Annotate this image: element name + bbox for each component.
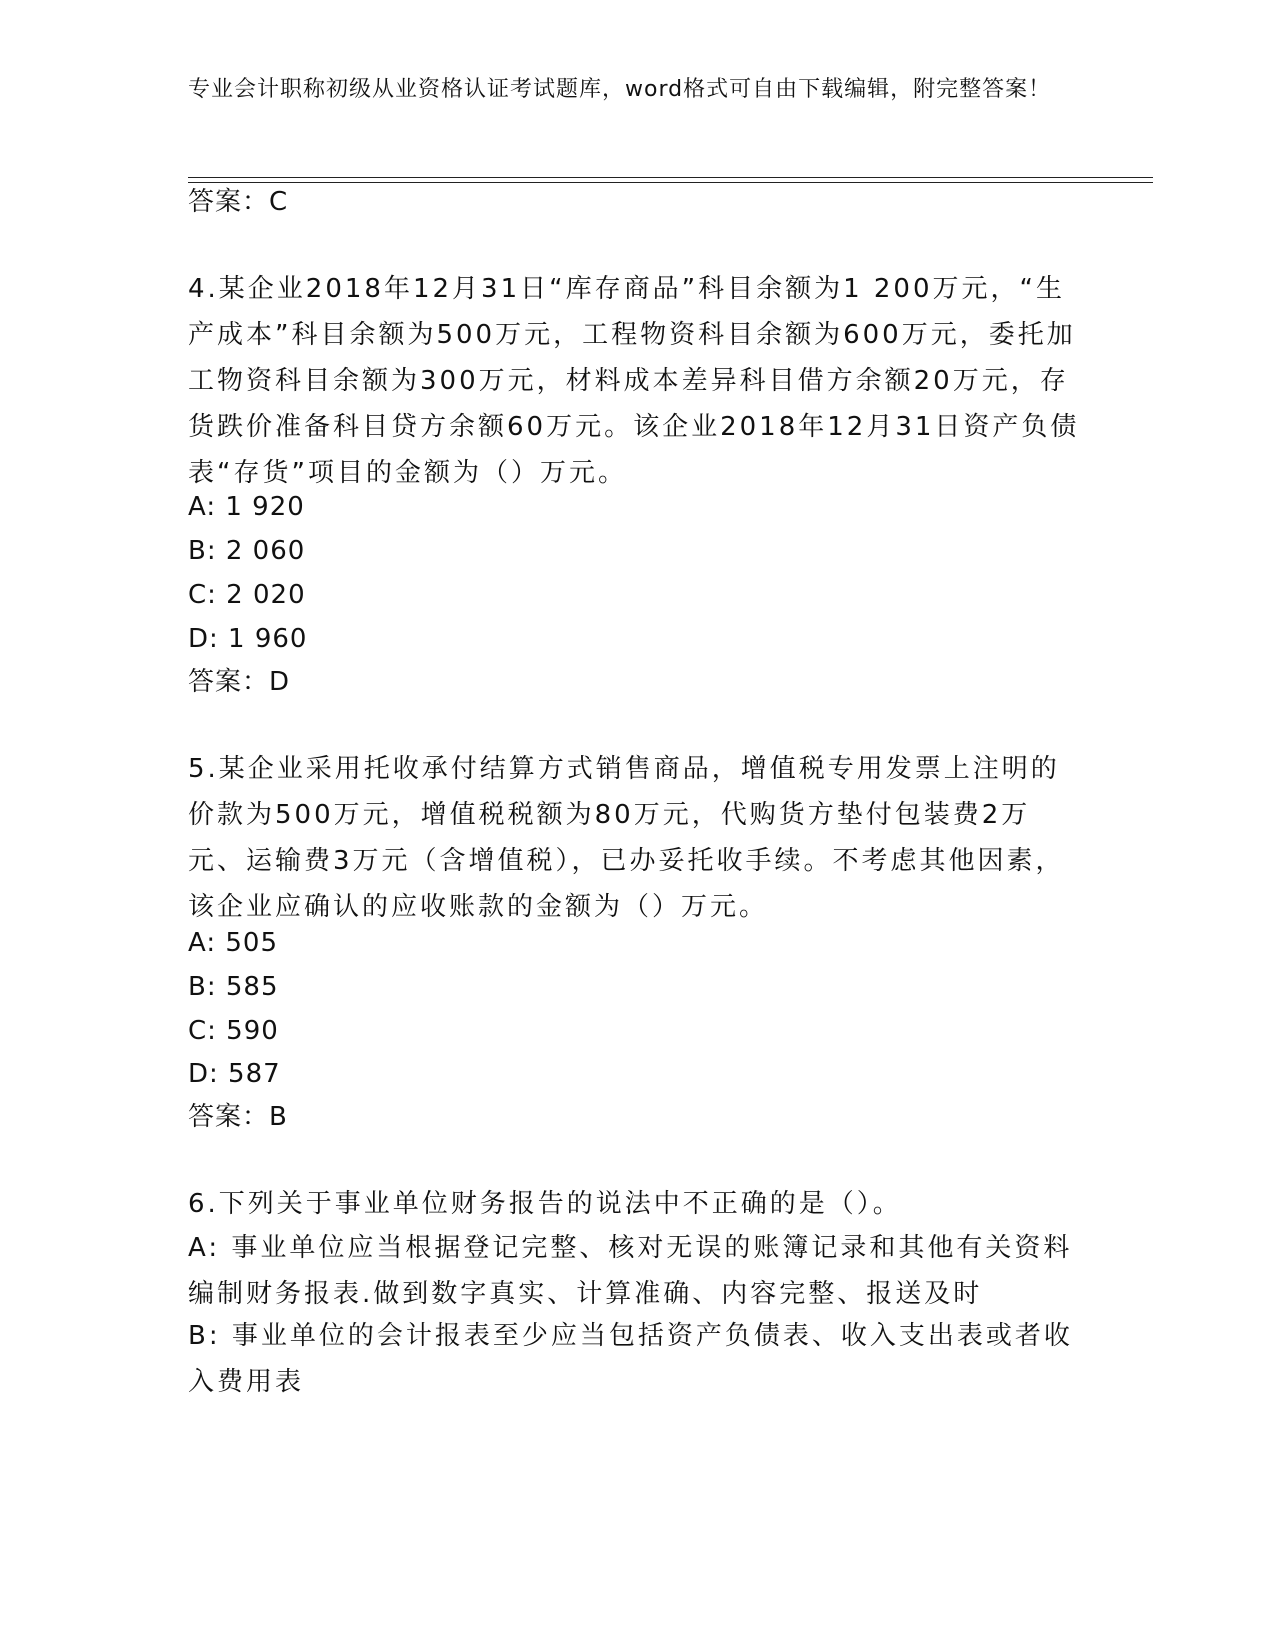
question-5-option-d: D: 587: [188, 1059, 281, 1089]
question-5-option-a: A: 505: [188, 928, 278, 958]
question-4-text: 4.某企业2018年12月31日“库存商品”科目余额为1 200万元，“生产成本”科目余额为500万元，工程物资科目余额为600万元，委托加工物资科目余额为300万元，材料成本差异科目借方余额20万元，存货跌价准备科目贷方余额60万元。该企业2018年12月31日资产负债表“存货”项目的金额为（）万元。: [188, 274, 1080, 488]
question-6-text: 6.下列关于事业单位财务报告的说法中不正确的是（）。: [188, 1189, 902, 1219]
header-rule-top: [188, 177, 1153, 178]
prev-question-answer: 答案：C: [188, 187, 289, 217]
question-5-answer: 答案：B: [188, 1102, 288, 1132]
question-4-option-a: A: 1 920: [188, 492, 305, 522]
question-6-option-b: B: 事业单位的会计报表至少应当包括资产负债表、收入支出表或者收入费用表: [188, 1321, 1073, 1397]
question-5-option-b: B: 585: [188, 972, 279, 1002]
page-header: 专业会计职称初级从业资格认证考试题库，word格式可自由下载编辑，附完整答案！: [188, 77, 1052, 102]
question-5-text: 5.某企业采用托收承付结算方式销售商品，增值税专用发票上注明的价款为500万元，增值税税额为80万元，代购货方垫付包装费2万元、运输费3万元（含增值税），已办妥托收手续。不考虑其他因素，该企业应确认的应收账款的金额为（）万元。: [188, 754, 1065, 922]
header-rule-bottom: [188, 182, 1153, 183]
question-6-option-a: A: 事业单位应当根据登记完整、核对无误的账簿记录和其他有关资料编制财务报表.做到数字真实、计算准确、内容完整、报送及时: [188, 1233, 1073, 1309]
question-4-option-d: D: 1 960: [188, 624, 308, 654]
question-4-answer: 答案：D: [188, 667, 291, 697]
question-5-option-c: C: 590: [188, 1016, 279, 1046]
question-4-option-b: B: 2 060: [188, 536, 306, 566]
question-4-option-c: C: 2 020: [188, 580, 306, 610]
